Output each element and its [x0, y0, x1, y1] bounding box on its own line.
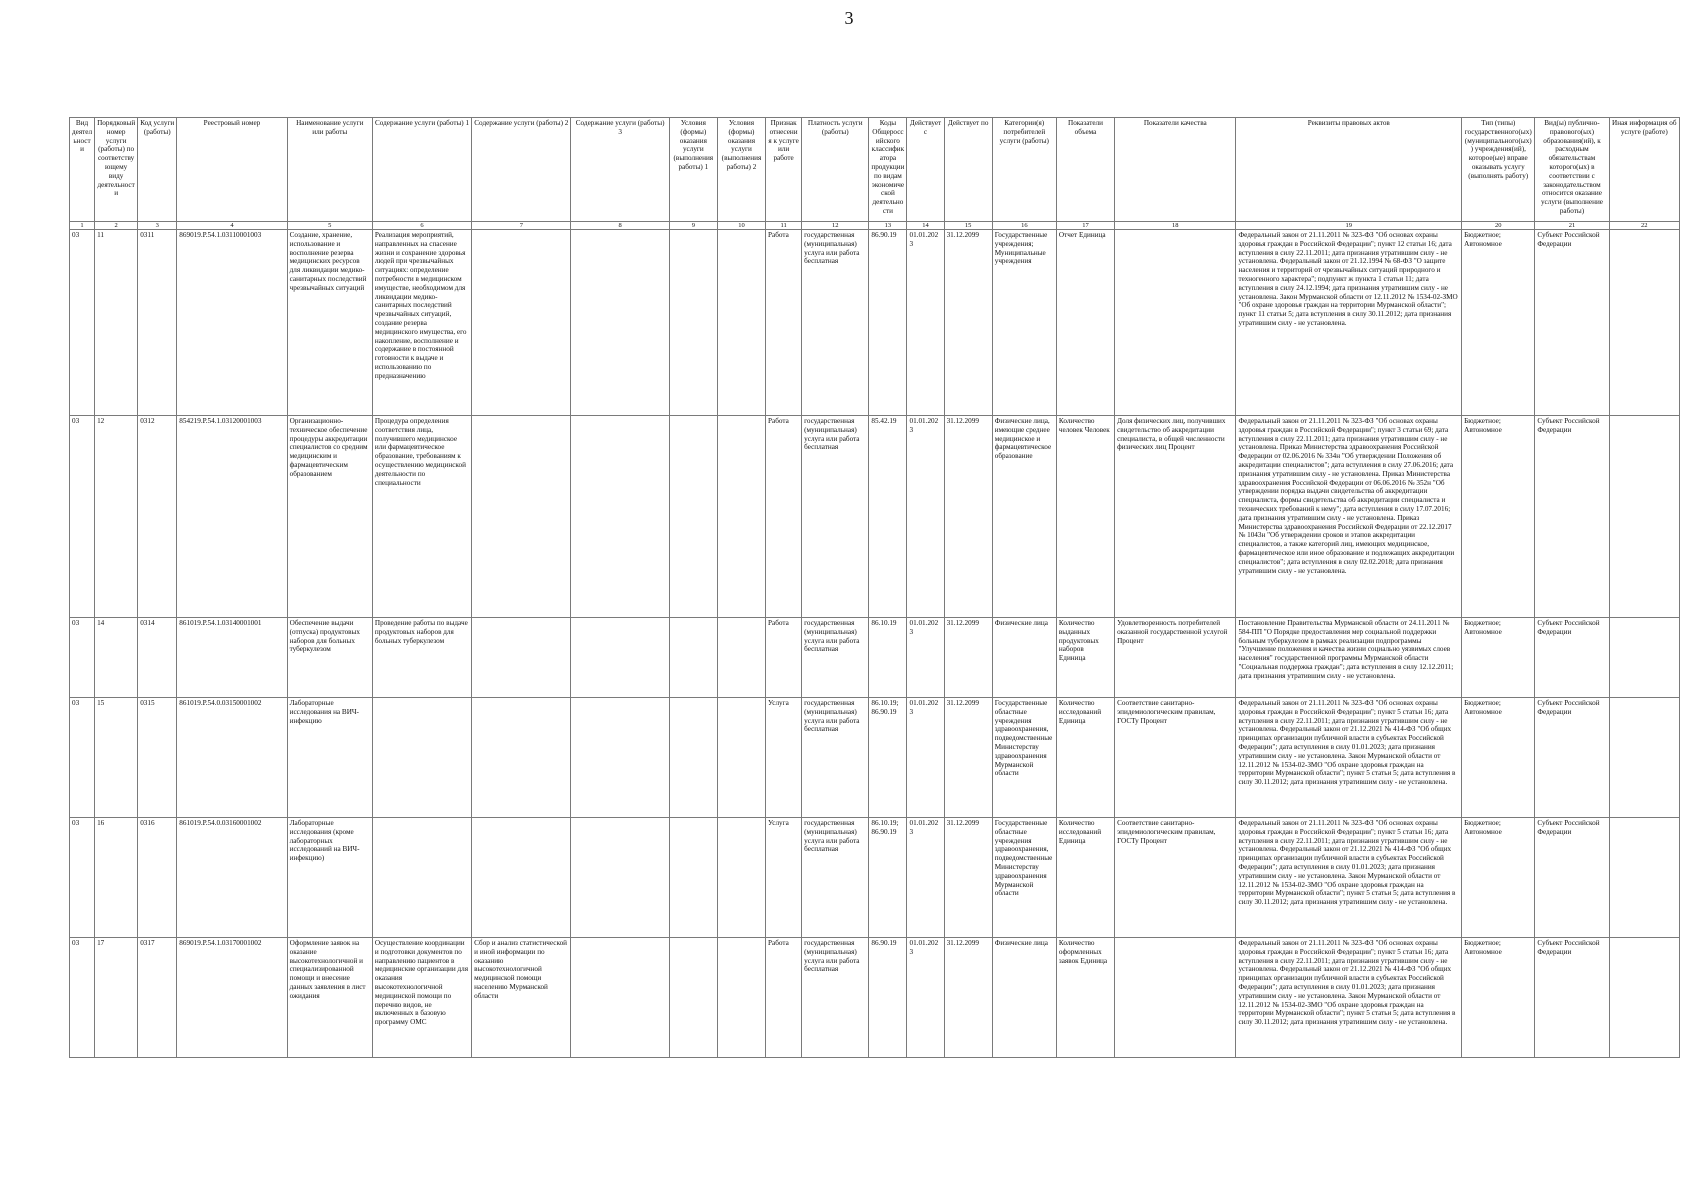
column-header-8: Содержание услуги (работы) 3	[571, 118, 669, 222]
cell-col-11: Работа	[766, 230, 802, 416]
cell-col-10	[717, 230, 765, 416]
cell-col-4: 861019.Р.54.0.03160001002	[177, 818, 287, 938]
cell-col-7	[472, 230, 571, 416]
column-number-18: 18	[1115, 222, 1236, 230]
cell-col-17: Отчет Единица	[1056, 230, 1114, 416]
cell-col-14: 01.01.2023	[907, 618, 944, 698]
cell-col-2: 17	[95, 938, 138, 1058]
cell-col-18	[1115, 230, 1236, 416]
cell-col-9	[669, 938, 717, 1058]
column-header-4: Реестровый номер	[177, 118, 287, 222]
cell-col-3: 0314	[138, 618, 177, 698]
cell-col-7: Сбор и анализ статистической и иной информации по оказанию высокотехнологичной медицинской помощи населению Мурманской области	[472, 938, 571, 1058]
cell-col-14: 01.01.2023	[907, 818, 944, 938]
table-row	[70, 818, 1680, 938]
column-header-13: Коды Общероссийского классификатора продукции по видам экономической деятельности	[869, 118, 907, 222]
column-number-5: 5	[287, 222, 372, 230]
table-body	[70, 230, 1680, 1058]
cell-col-2: 14	[95, 618, 138, 698]
cell-col-21: Субъект Российской Федерации	[1535, 230, 1609, 416]
column-number-15: 15	[944, 222, 992, 230]
cell-col-13: 85.42.19	[869, 416, 907, 618]
cell-col-15: 31.12.2099	[944, 938, 992, 1058]
cell-col-12: государственная (муниципальная) услуга или работа бесплатная	[802, 818, 869, 938]
cell-col-20: Бюджетное; Автономное	[1462, 230, 1535, 416]
cell-col-20: Бюджетное; Автономное	[1462, 818, 1535, 938]
page-number: 3	[844, 8, 854, 28]
cell-col-3: 0312	[138, 416, 177, 618]
cell-col-21: Субъект Российской Федерации	[1535, 818, 1609, 938]
cell-col-22	[1609, 698, 1679, 818]
cell-col-4: 869019.Р.54.1.03110001003	[177, 230, 287, 416]
cell-col-12: государственная (муниципальная) услуга или работа бесплатная	[802, 230, 869, 416]
cell-col-20: Бюджетное; Автономное	[1462, 698, 1535, 818]
column-number-22: 22	[1609, 222, 1679, 230]
cell-col-11: Работа	[766, 416, 802, 618]
column-number-7: 7	[472, 222, 571, 230]
cell-col-2: 15	[95, 698, 138, 818]
cell-col-9	[669, 416, 717, 618]
column-header-10: Условия (формы) оказания услуги (выполнения работы) 2	[717, 118, 765, 222]
column-header-3: Код услуги (работы)	[138, 118, 177, 222]
cell-col-20: Бюджетное; Автономное	[1462, 938, 1535, 1058]
cell-col-12: государственная (муниципальная) услуга или работа бесплатная	[802, 938, 869, 1058]
cell-col-1: 03	[70, 818, 95, 938]
column-header-16: Категории(я) потребителей услуги (работы)	[992, 118, 1056, 222]
cell-col-14: 01.01.2023	[907, 698, 944, 818]
cell-col-14: 01.01.2023	[907, 230, 944, 416]
cell-col-5: Организационно-техническое обеспечение процедуры аккредитации специалистов со средним медицинским и фармацевтическим образованием	[287, 416, 372, 618]
cell-col-1: 03	[70, 698, 95, 818]
cell-col-1: 03	[70, 618, 95, 698]
cell-col-9	[669, 698, 717, 818]
cell-col-3: 0311	[138, 230, 177, 416]
cell-col-7	[472, 618, 571, 698]
cell-col-9	[669, 230, 717, 416]
table-header-row	[70, 118, 1680, 222]
column-number-3: 3	[138, 222, 177, 230]
cell-col-17: Количество исследований Единица	[1056, 818, 1114, 938]
cell-col-22	[1609, 416, 1679, 618]
cell-col-18: Удовлетворенность потребителей оказанной государственной услугой Процент	[1115, 618, 1236, 698]
cell-col-21: Субъект Российской Федерации	[1535, 416, 1609, 618]
column-number-2: 2	[95, 222, 138, 230]
cell-col-8	[571, 416, 669, 618]
cell-col-19: Федеральный закон от 21.11.2011 № 323-ФЗ "Об основах охраны здоровья граждан в Российской Федерации"; пункт 12 статьи 16; дата вступления в силу 22.11.2011; дата признания утратившим силу - не установлена. Федеральный закон от 21.12.1994 № 68-ФЗ "О защите населения и территорий от чрезвычайных ситуаций природного и техногенного характера"; подпункт ж пункта 1 статьи 11; дата вступления в силу 24.12.1994; дата признания утратившим силу - не установлена. Закон Мурманской области от 12.11.2012 № 1534-02-ЗМО "Об охране здоровья граждан на территории Мурманской области"; пункт 11 статьи 5; дата вступления в силу 30.11.2012; дата признания утратившим силу - не установлена.	[1236, 230, 1462, 416]
column-header-18: Показатели качества	[1115, 118, 1236, 222]
cell-col-7	[472, 698, 571, 818]
cell-col-22	[1609, 818, 1679, 938]
cell-col-11: Работа	[766, 618, 802, 698]
cell-col-5: Обеспечение выдачи (отпуска) продуктовых наборов для больных туберкулезом	[287, 618, 372, 698]
cell-col-9	[669, 618, 717, 698]
cell-col-10	[717, 416, 765, 618]
column-header-2: Порядковый номер услуги (работы) по соответствующему виду деятельности	[95, 118, 138, 222]
cell-col-8	[571, 230, 669, 416]
cell-col-5: Лабораторные исследования на ВИЧ-инфекцию	[287, 698, 372, 818]
column-number-20: 20	[1462, 222, 1535, 230]
column-header-1: Вид деятельности	[70, 118, 95, 222]
cell-col-6	[372, 698, 471, 818]
cell-col-15: 31.12.2099	[944, 698, 992, 818]
cell-col-2: 11	[95, 230, 138, 416]
column-number-9: 9	[669, 222, 717, 230]
cell-col-13: 86.10.19; 86.90.19	[869, 698, 907, 818]
column-number-8: 8	[571, 222, 669, 230]
cell-col-21: Субъект Российской Федерации	[1535, 938, 1609, 1058]
cell-col-12: государственная (муниципальная) услуга или работа бесплатная	[802, 618, 869, 698]
cell-col-3: 0316	[138, 818, 177, 938]
cell-col-19: Постановление Правительства Мурманской области от 24.11.2011 № 584-ПП "О Порядке предоставления мер социальной поддержки больным туберкулезом в рамках реализации подпрограммы "Улучшение положения и качества жизни социально уязвимых слоев населения" государственной программы Мурманской области "Социальная поддержка граждан"; дата вступления в силу 12.12.2011; дата признания утратившим силу - не установлена.	[1236, 618, 1462, 698]
column-header-22: Иная информация об услуге (работе)	[1609, 118, 1679, 222]
table-row	[70, 416, 1680, 618]
cell-col-4: 861019.Р.54.0.03150001002	[177, 698, 287, 818]
cell-col-6: Осуществление координации и подготовки документов по направлению пациентов в медицинские организации для оказания высокотехнологичной медицинской помощи по перечню видов, не включенных в базовую программу ОМС	[372, 938, 471, 1058]
cell-col-21: Субъект Российской Федерации	[1535, 618, 1609, 698]
cell-col-17: Количество выданных продуктовых наборов Единица	[1056, 618, 1114, 698]
cell-col-6: Процедура определения соответствия лица, получившего медицинское или фармацевтическое образование, требованиям к осуществлению медицинской деятельности по специальности	[372, 416, 471, 618]
column-number-17: 17	[1056, 222, 1114, 230]
cell-col-19: Федеральный закон от 21.11.2011 № 323-ФЗ "Об основах охраны здоровья граждан в Российской Федерации"; пункт 5 статьи 16; дата вступления в силу 22.11.2011; дата признания утратившим силу - не установлена. Федеральный закон от 21.12.2021 № 414-ФЗ "Об общих принципах организации публичной власти в субъектах Российской Федерации"; дата вступления в силу 01.01.2023; дата признания утратившим силу - не установлена. Закон Мурманской области от 12.11.2012 № 1534-02-ЗМО "Об охране здоровья граждан на территории Мурманской области"; пункт 5 статьи 5; дата вступления в силу 30.11.2012; дата признания утратившим силу - не установлена.	[1236, 698, 1462, 818]
cell-col-13: 86.90.19	[869, 938, 907, 1058]
table-row	[70, 938, 1680, 1058]
cell-col-10	[717, 618, 765, 698]
cell-col-13: 86.90.19	[869, 230, 907, 416]
cell-col-11: Работа	[766, 938, 802, 1058]
cell-col-20: Бюджетное; Автономное	[1462, 416, 1535, 618]
column-number-14: 14	[907, 222, 944, 230]
cell-col-6: Проведение работы по выдаче продуктовых наборов для больных туберкулезом	[372, 618, 471, 698]
cell-col-14: 01.01.2023	[907, 938, 944, 1058]
cell-col-19: Федеральный закон от 21.11.2011 № 323-ФЗ "Об основах охраны здоровья граждан в Российской Федерации"; пункт 5 статьи 16; дата вступления в силу 22.11.2011; дата признания утратившим силу - не установлена. Федеральный закон от 21.12.2021 № 414-ФЗ "Об общих принципах организации публичной власти в субъектах Российской Федерации"; дата вступления в силу 01.01.2023; дата признания утратившим силу - не установлена. Закон Мурманской области от 12.11.2012 № 1534-02-ЗМО "Об охране здоровья граждан на территории Мурманской области"; пункт 5 статьи 5; дата вступления в силу 30.11.2012; дата признания утратившим силу - не установлена.	[1236, 938, 1462, 1058]
cell-col-12: государственная (муниципальная) услуга или работа бесплатная	[802, 416, 869, 618]
cell-col-11: Услуга	[766, 698, 802, 818]
column-number-13: 13	[869, 222, 907, 230]
cell-col-4: 861019.Р.54.1.03140001001	[177, 618, 287, 698]
table-row	[70, 698, 1680, 818]
column-number-12: 12	[802, 222, 869, 230]
cell-col-5: Создание, хранение, использование и восполнение резерва медицинских ресурсов для ликвидации медико-санитарных последствий чрезвычайных ситуаций	[287, 230, 372, 416]
cell-col-19: Федеральный закон от 21.11.2011 № 323-ФЗ "Об основах охраны здоровья граждан в Российской Федерации"; пункт 3 статьи 69; дата вступления в силу 22.11.2011; дата признания утратившим силу - не установлена. Приказ Министерства здравоохранения Российской Федерации от 02.06.2016 № 334н "Об утверждении Положения об аккредитации специалистов"; дата вступления в силу 27.06.2016; дата признания утратившим силу - не установлена. Приказ Министерства здравоохранения Российской Федерации от 06.06.2016 № 352н "Об утверждении порядка выдачи свидетельства об аккредитации специалиста, формы свидетельства об аккредитации специалиста и технических требований к нему"; дата вступления в силу 17.07.2016; дата признания утратившим силу - не установлена. Приказ Министерства здравоохранения Российской Федерации от 22.12.2017 № 1043н "Об утверждении сроков и этапов аккредитации специалистов, а также категорий лиц, имеющих медицинское, фармацевтическое или иное образование и подлежащих аккредитации специалистов"; дата вступления в силу 02.02.2018; дата признания утратившим силу - не установлена.	[1236, 416, 1462, 618]
cell-col-1: 03	[70, 416, 95, 618]
column-number-21: 21	[1535, 222, 1609, 230]
cell-col-17: Количество оформленных заявок Единица	[1056, 938, 1114, 1058]
column-header-9: Условия (формы) оказания услуги (выполнения работы) 1	[669, 118, 717, 222]
cell-col-12: государственная (муниципальная) услуга или работа бесплатная	[802, 698, 869, 818]
cell-col-15: 31.12.2099	[944, 230, 992, 416]
column-number-16: 16	[992, 222, 1056, 230]
column-number-19: 19	[1236, 222, 1462, 230]
services-registry-table	[69, 117, 1680, 1058]
cell-col-13: 86.10.19	[869, 618, 907, 698]
cell-col-10	[717, 818, 765, 938]
column-header-19: Реквизиты правовых актов	[1236, 118, 1462, 222]
cell-col-1: 03	[70, 938, 95, 1058]
cell-col-22	[1609, 938, 1679, 1058]
cell-col-18: Соответствие санитарно-эпидемиологическим правилам, ГОСТу Процент	[1115, 698, 1236, 818]
cell-col-14: 01.01.2023	[907, 416, 944, 618]
column-header-17: Показатели объема	[1056, 118, 1114, 222]
column-header-20: Тип (типы) государственного(ых) (муниципального(ых)) учреждения(ий), которое(ые) вправе оказывать услугу (выполнять работу)	[1462, 118, 1535, 222]
cell-col-19: Федеральный закон от 21.11.2011 № 323-ФЗ "Об основах охраны здоровья граждан в Российской Федерации"; пункт 5 статьи 16; дата вступления в силу 22.11.2011; дата признания утратившим силу - не установлена. Федеральный закон от 21.12.2021 № 414-ФЗ "Об общих принципах организации публичной власти в субъектах Российской Федерации"; дата вступления в силу 01.01.2023; дата признания утратившим силу - не установлена. Закон Мурманской области от 12.11.2012 № 1534-02-ЗМО "Об охране здоровья граждан на территории Мурманской области"; пункт 5 статьи 5; дата вступления в силу 30.11.2012; дата признания утратившим силу - не установлена.	[1236, 818, 1462, 938]
cell-col-4: 869019.Р.54.1.03170001002	[177, 938, 287, 1058]
cell-col-8	[571, 618, 669, 698]
cell-col-16: Физические лица	[992, 618, 1056, 698]
cell-col-18: Доля физических лиц, получивших свидетельство об аккредитации специалиста, в общей численности физических лиц Процент	[1115, 416, 1236, 618]
cell-col-9	[669, 818, 717, 938]
cell-col-21: Субъект Российской Федерации	[1535, 698, 1609, 818]
cell-col-18: Соответствие санитарно-эпидемиологическим правилам, ГОСТу Процент	[1115, 818, 1236, 938]
cell-col-13: 86.10.19; 86.90.19	[869, 818, 907, 938]
cell-col-8	[571, 938, 669, 1058]
cell-col-17: Количество человек Человек	[1056, 416, 1114, 618]
cell-col-4: 854219.Р.54.1.03120001003	[177, 416, 287, 618]
column-header-6: Содержание услуги (работы) 1	[372, 118, 471, 222]
cell-col-22	[1609, 230, 1679, 416]
cell-col-11: Услуга	[766, 818, 802, 938]
cell-col-7	[472, 818, 571, 938]
cell-col-16: Государственные областные учреждения здравоохранения, подведомственные Министерству здравоохранения Мурманской области	[992, 818, 1056, 938]
table-row	[70, 618, 1680, 698]
column-number-11: 11	[766, 222, 802, 230]
cell-col-15: 31.12.2099	[944, 416, 992, 618]
column-number-6: 6	[372, 222, 471, 230]
column-header-5: Наименование услуги или работы	[287, 118, 372, 222]
cell-col-15: 31.12.2099	[944, 618, 992, 698]
cell-col-6: Реализация мероприятий, направленных на спасение жизни и сохранение здоровья людей при чрезвычайных ситуациях: определение потребности в медицинском имуществе, необходимом для ликвидации медико-санитарных последствий чрезвычайных ситуаций, создание резерва медицинского имущества, его накопление, восполнение и содержание в постоянной готовности к выдаче и использованию по предназначению	[372, 230, 471, 416]
column-number-4: 4	[177, 222, 287, 230]
cell-col-16: Государственные учреждения; Муниципальные учреждения	[992, 230, 1056, 416]
cell-col-16: Физические лица	[992, 938, 1056, 1058]
cell-col-8	[571, 818, 669, 938]
cell-col-15: 31.12.2099	[944, 818, 992, 938]
cell-col-8	[571, 698, 669, 818]
cell-col-16: Государственные областные учреждения здравоохранения, подведомственные Министерству здравоохранения Мурманской области	[992, 698, 1056, 818]
cell-col-7	[472, 416, 571, 618]
column-header-11: Признак отнесения к услуге или работе	[766, 118, 802, 222]
cell-col-3: 0317	[138, 938, 177, 1058]
cell-col-5: Оформление заявок на оказание высокотехнологичной и специализированной помощи и внесение данных заявления в лист ожидания	[287, 938, 372, 1058]
cell-col-2: 16	[95, 818, 138, 938]
column-header-21: Вид(ы) публично-правового(ых) образования(ий), к расходным обязательствам которого(ых) в соответствии с законодательством относится оказание услуги (выполнение работы)	[1535, 118, 1609, 222]
cell-col-1: 03	[70, 230, 95, 416]
cell-col-17: Количество исследований Единица	[1056, 698, 1114, 818]
column-header-14: Действует с	[907, 118, 944, 222]
column-header-15: Действует по	[944, 118, 992, 222]
column-number-row	[70, 222, 1680, 230]
cell-col-20: Бюджетное; Автономное	[1462, 618, 1535, 698]
column-number-1: 1	[70, 222, 95, 230]
column-header-12: Платность услуги (работы)	[802, 118, 869, 222]
cell-col-2: 12	[95, 416, 138, 618]
cell-col-10	[717, 698, 765, 818]
cell-col-5: Лабораторные исследования (кроме лабораторных исследований на ВИЧ-инфекцию)	[287, 818, 372, 938]
column-header-7: Содержание услуги (работы) 2	[472, 118, 571, 222]
cell-col-6	[372, 818, 471, 938]
column-number-10: 10	[717, 222, 765, 230]
cell-col-16: Физические лица, имеющие среднее медицинское и фармацевтическое образование	[992, 416, 1056, 618]
cell-col-3: 0315	[138, 698, 177, 818]
cell-col-22	[1609, 618, 1679, 698]
cell-col-10	[717, 938, 765, 1058]
table-row	[70, 230, 1680, 416]
cell-col-18	[1115, 938, 1236, 1058]
